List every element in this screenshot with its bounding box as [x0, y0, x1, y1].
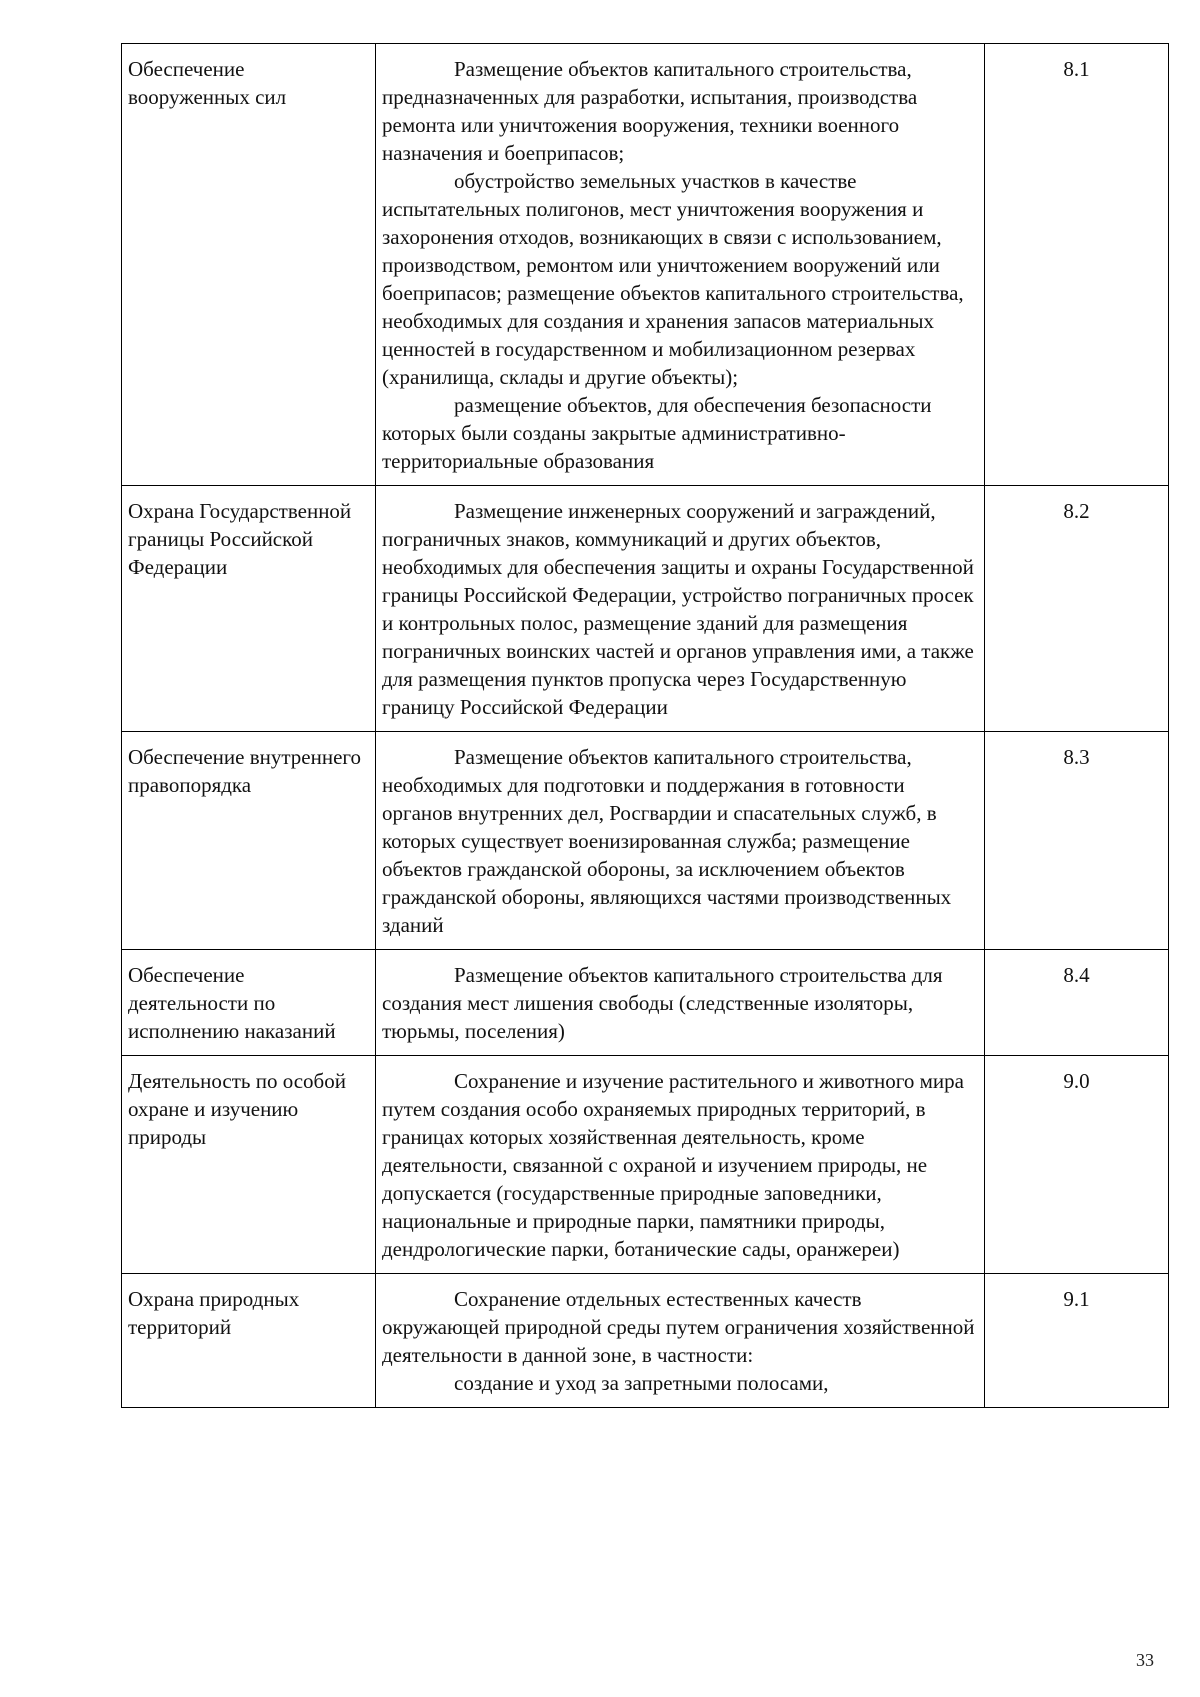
table-row: [122, 732, 1169, 950]
table-row: [122, 1056, 1169, 1274]
use-type-name: Обеспечение внутреннего правопорядка: [122, 732, 376, 950]
description-paragraph: Сохранение и изучение растительного и животного мира путем создания особо охраняемых природных территорий, в границах которых хозяйственная деятельность, кроме деятельности, связанной с охраной и изучением природы, не допускается (государственные природные заповедники, национальные и природные парки, памятники природы, дендрологические парки, ботанические сады, оранжереи): [382, 1069, 964, 1261]
description-paragraph: Размещение объектов капитального строительства для создания мест лишения свободы (следственные изоляторы, тюрьмы, поселения): [382, 963, 943, 1043]
description-paragraph: создание и уход за запретными полосами,: [454, 1371, 829, 1395]
use-type-name: Охрана Государственной границы Российской Федерации: [122, 486, 376, 732]
use-type-code: 9.1: [985, 1274, 1169, 1408]
description-paragraph: Сохранение отдельных естественных качеств окружающей природной среды путем ограничения хозяйственной деятельности в данной зоне, в частности:: [382, 1287, 975, 1367]
use-type-code: 8.3: [985, 732, 1169, 950]
description-paragraph: Размещение объектов капитального строительства, предназначенных для разработки, испытания, производства ремонта или уничтожения вооружения, техники военного назначения и боеприпасов;: [382, 57, 918, 165]
use-type-name: Деятельность по особой охране и изучению природы: [122, 1056, 376, 1274]
description-paragraph: размещение объектов, для обеспечения безопасности которых были созданы закрытые административно-территориальные образования: [382, 393, 932, 473]
description-paragraph: Размещение объектов капитального строительства, необходимых для подготовки и поддержания в готовности органов внутренних дел, Росгвардии и спасательных служб, в которых существует военизированная служба; размещение объектов гражданской обороны, за исключением объектов гражданской обороны, являющихся частями производственных зданий: [382, 745, 952, 937]
table-row: [122, 486, 1169, 732]
use-type-name: Обеспечение вооруженных сил: [122, 44, 376, 486]
land-use-table: [121, 43, 1169, 1408]
use-type-description: [376, 1274, 985, 1408]
use-type-code: 8.2: [985, 486, 1169, 732]
use-type-description: [376, 44, 985, 486]
table-row: [122, 1274, 1169, 1408]
table-row: [122, 950, 1169, 1056]
use-type-description: [376, 486, 985, 732]
use-type-description: [376, 950, 985, 1056]
page-number: 33: [1136, 1650, 1154, 1670]
use-type-code: 8.4: [985, 950, 1169, 1056]
use-type-name: Охрана природных территорий: [122, 1274, 376, 1408]
table-row: [122, 44, 1169, 486]
use-type-description: [376, 732, 985, 950]
use-type-code: 9.0: [985, 1056, 1169, 1274]
use-type-name: Обеспечение деятельности по исполнению наказаний: [122, 950, 376, 1056]
use-type-code: 8.1: [985, 44, 1169, 486]
description-paragraph: Размещение инженерных сооружений и заграждений, пограничных знаков, коммуникаций и других объектов, необходимых для обеспечения защиты и охраны Государственной границы Российской Федерации, устройство пограничных просек и контрольных полос, размещение зданий для размещения пограничных воинских частей и органов управления ими, а также для размещения пунктов пропуска через Государственную границу Российской Федерации: [382, 499, 974, 719]
use-type-description: [376, 1056, 985, 1274]
description-paragraph: обустройство земельных участков в качестве испытательных полигонов, мест уничтожения вооружения и захоронения отходов, возникающих в связи с использованием, производством, ремонтом или уничтожением вооружений или боеприпасов; размещение объектов капитального строительства, необходимых для создания и хранения запасов материальных ценностей в государственном и мобилизационном резервах (хранилища, склады и другие объекты);: [382, 169, 964, 389]
